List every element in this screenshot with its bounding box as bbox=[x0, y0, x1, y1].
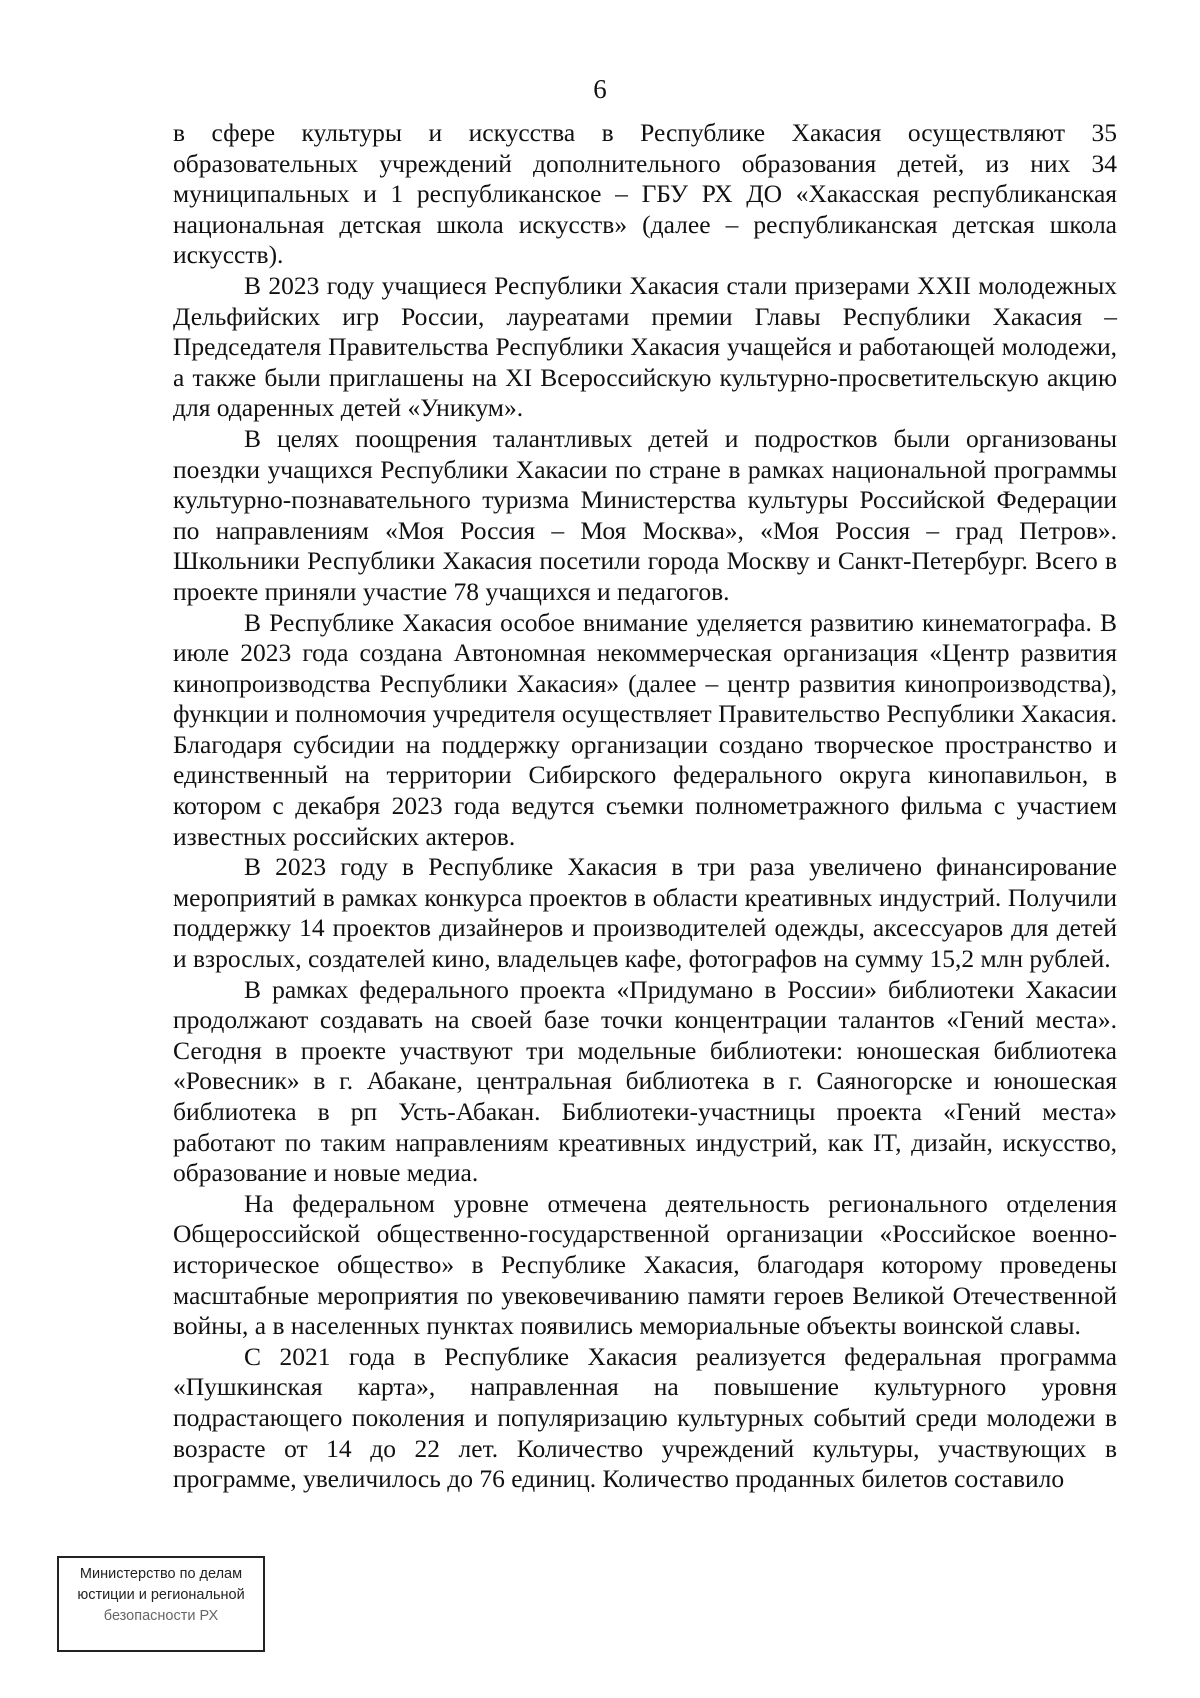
paragraph-pushkin-card: С 2021 года в Республике Хакасия реализуется федеральная программа «Пушкинская карта», направленная на повышение культурного уровня подрастающего поколения и популяризацию культурных событий среди молодежи в возрасте от 14 до 22 лет. Количество учреждений культуры, участвующих в программе, увеличилось до 76 единиц. Количество проданных билетов составило bbox=[173, 1341, 1117, 1494]
paragraph-delphic-games: В 2023 году учащиеся Республики Хакасия стали призерами XXII молодежных Дельфийских игр России, лауреатами премии Главы Республики Хакасия – Председателя Правительства Республики Хакасия учащейся и работающей молодежи, а также были приглашены на XI Всероссийскую культурно-просветительскую акцию для одаренных детей «Уникум». bbox=[173, 270, 1117, 423]
ministry-stamp bbox=[57, 1556, 265, 1652]
paragraph-military-history: На федеральном уровне отмечена деятельность регионального отделения Общероссийской общественно-государственной организации «Российское военно-историческое общество» в Республике Хакасия, благодаря которому проведены масштабные мероприятия по увековечиванию памяти героев Великой Отечественной войны, а в населенных пунктах появились мемориальные объекты воинской славы. bbox=[173, 1188, 1117, 1341]
stamp-line: Министерство по делам bbox=[79, 1566, 243, 1582]
page-number: 6 bbox=[593, 74, 607, 104]
stamp-line: юстиции и региональной bbox=[77, 1587, 245, 1603]
stamp-line: безопасности РХ bbox=[103, 1608, 219, 1624]
document-body bbox=[173, 118, 1117, 1495]
paragraph-cinematography: В Республике Хакасия особое внимание уделяется развитию кинематографа. В июле 2023 года создана Автономная некоммерческая организация «Центр развития кинопроизводства Республики Хакасия» (далее – центр развития кинопроизводства), функции и полномочия учредителя осуществляет Правительство Республики Хакасия. Благодаря субсидии на поддержку организации создано творческое пространство и единственный на территории Сибирского федерального округа кинопавильон, в котором с декабря 2023 года ведутся съемки полнометражного фильма с участием известных российских актеров. bbox=[173, 607, 1117, 851]
paragraph-education-institutions: в сфере культуры и искусства в Республике Хакасия осуществляют 35 образовательных учреждений дополнительного образования детей, из них 34 муниципальных и 1 республиканское – ГБУ РХ ДО «Хакасская республиканская национальная детская школа искусств» (далее – республиканская детская школа искусств). bbox=[173, 118, 1117, 270]
paragraph-creative-industries: В 2023 году в Республике Хакасия в три раза увеличено финансирование мероприятий в рамках конкурса проектов в области креативных индустрий. Получили поддержку 14 проектов дизайнеров и производителей одежды, аксессуаров для детей и взрослых, создателей кино, владельцев кафе, фотографов на сумму 15,2 млн рублей. bbox=[173, 852, 1117, 974]
paragraph-libraries: В рамках федерального проекта «Придумано в России» библиотеки Хакасии продолжают создавать на своей базе точки концентрации талантов «Гений места». Сегодня в проекте участвуют три модельные библиотеки: юношеская библиотека «Ровесник» в г. Абакане, центральная библиотека в г. Саяногорске и юношеская библиотека в рп Усть-Абакан. Библиотеки-участницы проекта «Гений места» работают по таким направлениям креативных индустрий, как IT, дизайн, искусство, образование и новые медиа. bbox=[173, 974, 1117, 1188]
paragraph-student-trips: В целях поощрения талантливых детей и подростков были организованы поездки учащихся Республики Хакасии по стране в рамках национальной программы культурно-познавательного туризма Министерства культуры Российской Федерации по направлениям «Моя Россия – Моя Москва», «Моя Россия – град Петров». Школьники Республики Хакасия посетили города Москву и Санкт-Петербург. Всего в проекте приняли участие 78 учащихся и педагогов. bbox=[173, 423, 1117, 606]
